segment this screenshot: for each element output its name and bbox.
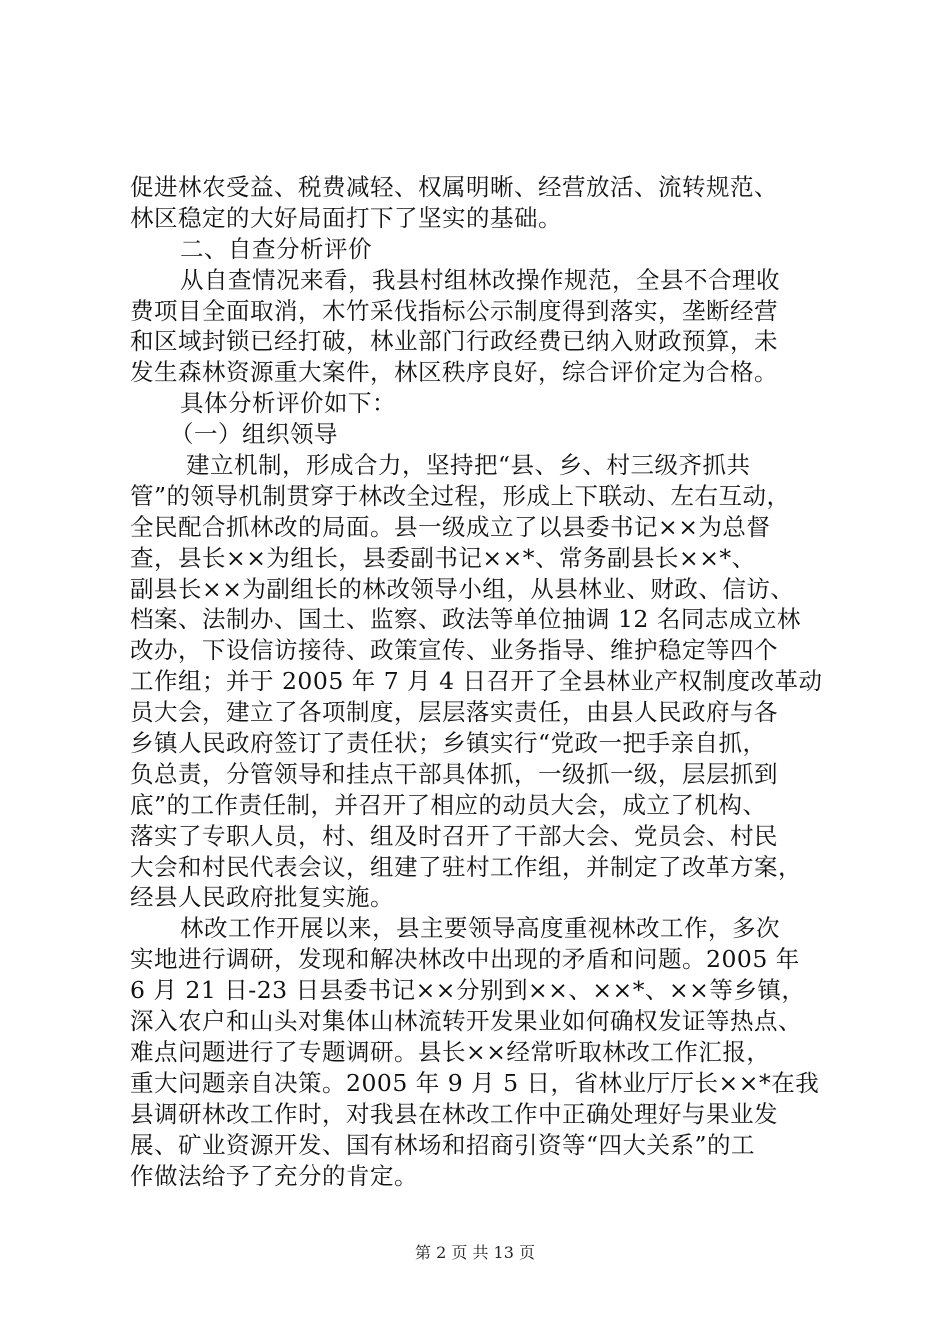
text-line: 从自查情况来看，我县村组林改操作规范，全县不合理收 <box>180 265 780 294</box>
text-line: 负总责，分管领导和挂点干部具体抓，一级抓一级，层层抓到 <box>130 759 778 788</box>
document-body <box>130 172 860 1191</box>
text-line: 深入农户和山头对集体山林流转开发果业如何确权发证等热点、 <box>130 1007 802 1036</box>
text-line: 费项目全面取消，木竹采伐指标公示制度得到落实，垄断经营 <box>130 296 778 325</box>
text-line: 林区稳定的大好局面打下了坚实的基础。 <box>130 203 562 232</box>
subsection-heading: （一）组织领导 <box>170 420 338 449</box>
text-line: 工作组；并于 2005 年 7 月 4 日召开了全县林业产权制度改革动 <box>130 667 823 696</box>
text-line: 查，县长××为组长，县委副书记××*、常务副县长××*、 <box>130 543 756 572</box>
text-line: 改办，下设信访接待、政策宣传、业务指导、维护稳定等四个 <box>130 636 778 665</box>
text-line: 林改工作开展以来，县主要领导高度重视林改工作，多次 <box>180 914 780 943</box>
text-line: 实地进行调研，发现和解决林改中出现的矛盾和问题。2005 年 <box>130 945 800 974</box>
text-line: 促进林农受益、税费减轻、权属明晰、经营放活、流转规范、 <box>130 173 778 201</box>
text-line: 底”的工作责任制，并召开了相应的动员大会，成立了机构、 <box>130 790 767 819</box>
text-line: 建立机制，形成合力，坚持把“县、乡、村三级齐抓共 <box>186 451 751 480</box>
text-line: 大会和村民代表会议，组建了驻村工作组，并制定了改革方案， <box>130 852 802 881</box>
text-line: 发生森林资源重大案件，林区秩序良好，综合评价定为合格。 <box>130 358 778 387</box>
text-line: 档案、法制办、国土、监察、政法等单位抽调 12 名同志成立林 <box>130 605 801 634</box>
text-line: 落实了专职人员，村、组及时召开了干部大会、党员会、村民 <box>130 821 778 850</box>
text-line: 经县人民政府批复实施。 <box>130 883 394 912</box>
section-heading: 二、自查分析评价 <box>180 234 372 263</box>
text-line: 县调研林改工作时，对我县在林改工作中正确处理好与果业发 <box>130 1099 778 1128</box>
text-line: 乡镇人民政府签订了责任状；乡镇实行“党政一把手亲自抓， <box>130 729 767 758</box>
text-line: 副县长××为副组长的林改领导小组，从县林业、财政、信访、 <box>130 574 795 603</box>
text-line: 管”的领导机制贯穿于林改全过程，形成上下联动、左右互动， <box>130 481 791 510</box>
text-line: 具体分析评价如下： <box>180 389 396 418</box>
text-line: 和区域封锁已经打破，林业部门行政经费已纳入财政预算，未 <box>130 327 778 356</box>
text-line: 6 月 21 日-23 日县委书记××分别到××、××*、××等乡镇， <box>130 976 806 1005</box>
text-line: 员大会，建立了各项制度，层层落实责任，由县人民政府与各 <box>130 698 778 727</box>
text-line: 难点问题进行了专题调研。县长××经常听取林改工作汇报， <box>130 1037 771 1066</box>
text-line: 展、矿业资源开发、国有林场和招商引资等“四大关系”的工 <box>130 1130 756 1159</box>
text-line: 重大问题亲自决策。2005 年 9 月 5 日，省林业厅厅长××*在我 <box>130 1068 820 1097</box>
text-line: 作做法给予了充分的肯定。 <box>130 1161 418 1190</box>
page-number-footer: 第 2 页 共 13 页 <box>415 1243 535 1262</box>
text-line: 全民配合抓林改的局面。县一级成立了以县委书记××为总督 <box>130 512 771 541</box>
